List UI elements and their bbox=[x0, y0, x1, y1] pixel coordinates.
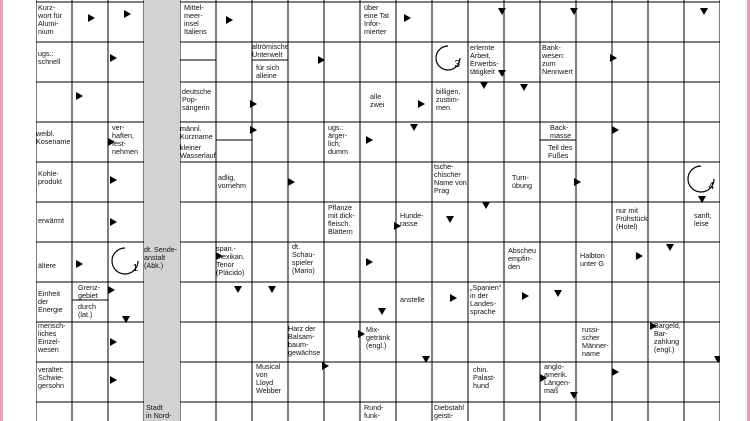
clue-anstelle: anstelle bbox=[400, 296, 425, 304]
arrow-down-icon bbox=[570, 392, 578, 399]
clue-einheit-energie: Einheit der Energie bbox=[38, 290, 63, 314]
circle-number-4: 4 bbox=[708, 181, 714, 192]
left-margin bbox=[0, 0, 36, 421]
clue-fuer-sich-alleine: für sich alleine bbox=[256, 64, 280, 80]
clue-spanien: „Spanien“ in der Landes- sprache bbox=[470, 284, 502, 316]
arrow-down-icon bbox=[446, 216, 454, 223]
clue-russ-maennername: russi- scher Männer- name bbox=[582, 326, 609, 358]
clue-billigen: billigen, zustim- men bbox=[436, 88, 461, 112]
right-margin bbox=[720, 0, 750, 421]
solution-circle-3 bbox=[434, 44, 462, 72]
circle-number-1: 1 bbox=[132, 263, 138, 274]
arrow-right-icon bbox=[610, 54, 617, 62]
arrow-right-icon bbox=[612, 126, 619, 134]
arrow-down-icon bbox=[570, 8, 578, 15]
arrow-right-icon bbox=[522, 292, 529, 300]
clue-rundfunk: Rund- funk- bbox=[364, 404, 384, 420]
clue-verhaften: ver- haften, fest- nehmen bbox=[112, 124, 138, 156]
arrow-down-icon bbox=[666, 244, 674, 251]
clue-harz-balsam: Harz der Balsam- baum- gewächse bbox=[288, 325, 321, 357]
arrow-right-icon bbox=[322, 362, 329, 370]
arrow-right-icon bbox=[404, 14, 411, 22]
clue-bankwesen: Bank- wesen: zum Nennwert bbox=[542, 44, 573, 76]
clue-tsch-name-prag: tsche- chischer Name von Prag bbox=[434, 163, 467, 195]
clue-hunderasse: Hunde- rasse bbox=[400, 212, 424, 228]
clue-kurzwort-alu: Kurz- wort für Alumi- nium bbox=[38, 4, 62, 36]
clue-abscheu: Abscheu empfin- den bbox=[508, 247, 536, 271]
clue-durch-lat: durch (lat.) bbox=[78, 303, 96, 319]
clue-angloamerik-laengenmass: anglo- amerik. Längen- maß bbox=[544, 363, 571, 395]
arrow-down-icon bbox=[554, 290, 562, 297]
arrow-right-icon bbox=[226, 16, 233, 24]
arrow-down-icon bbox=[498, 8, 506, 15]
clue-aeltere: ältere bbox=[38, 262, 56, 270]
arrow-right-icon bbox=[110, 376, 117, 384]
arrow-down-icon bbox=[520, 84, 528, 91]
arrow-down-icon bbox=[700, 8, 708, 15]
arrow-down-icon bbox=[498, 70, 506, 77]
clue-altroem-unterwelt: altrömische Unterwelt bbox=[252, 43, 289, 59]
arrow-right-icon bbox=[288, 178, 295, 186]
clue-alle-zwei: alle zwei bbox=[370, 93, 385, 109]
clue-backmasse: Back- masse bbox=[550, 124, 572, 140]
clue-veraltet-schwiegersohn: veraltet: Schwie- gersohn bbox=[38, 366, 64, 390]
arrow-right-icon bbox=[110, 176, 117, 184]
solution-circle-4 bbox=[686, 164, 716, 194]
clue-weibl-kosename: weibl. Kosename bbox=[36, 130, 71, 146]
clue-dt-sendeanstalt: dt. Sende- anstalt (Abk.) bbox=[144, 246, 178, 270]
clue-grenzgebiet: Grenz- gebiet bbox=[78, 284, 100, 300]
arrow-right-icon bbox=[450, 294, 457, 302]
clue-bargeld: Bargeld, Bar- zahlung (engl.) bbox=[654, 322, 681, 354]
clue-turnuebung: Turn- übung bbox=[512, 174, 532, 190]
clue-span-tenor: span.- mexikan. Tenor (Plácido) bbox=[216, 245, 245, 277]
clue-nur-mit-fruehstueck: nur mit Frühstück (Hotel) bbox=[616, 207, 648, 231]
arrow-right-icon bbox=[612, 368, 619, 376]
arrow-down-icon bbox=[482, 202, 490, 209]
clue-kohleprodukt: Kohle- produkt bbox=[38, 170, 62, 186]
clue-stadt-nord: Stadt in Nord- bbox=[146, 404, 172, 420]
arrow-right-icon bbox=[636, 252, 643, 260]
arrow-right-icon bbox=[110, 338, 117, 346]
clue-chin-palasthund: chin. Palast- hund bbox=[473, 366, 496, 390]
clue-ugs-aergerlich: ugs.: ärger- lich; dumm bbox=[328, 124, 348, 156]
arrow-right-icon bbox=[110, 218, 117, 226]
arrow-right-icon bbox=[124, 10, 131, 18]
arrow-right-icon bbox=[108, 286, 115, 294]
arrow-down-icon bbox=[234, 286, 242, 293]
clue-diebstahl: Diebstahl geisti- bbox=[434, 404, 464, 420]
arrow-down-icon bbox=[480, 82, 488, 89]
arrow-right-icon bbox=[110, 54, 117, 62]
clue-musical: Musical von Lloyd Webber bbox=[256, 363, 282, 395]
arrow-right-icon bbox=[250, 126, 257, 134]
crossword-grid bbox=[36, 0, 720, 421]
pink-border-left bbox=[0, 0, 3, 421]
clue-mixgetraenk: Mix- getränk (engl.) bbox=[366, 326, 390, 350]
arrow-right-icon bbox=[574, 178, 581, 186]
arrow-right-icon bbox=[366, 136, 373, 144]
clue-kleiner-wasserlauf: kleiner Wasserlauf bbox=[180, 144, 216, 160]
shaded-column bbox=[144, 0, 180, 421]
clue-dt-schauspieler: dt. Schau- spieler (Mario) bbox=[292, 243, 315, 275]
clue-mittelmeerinsel: Mittel- meer- insel Italiens bbox=[184, 4, 207, 36]
arrow-right-icon bbox=[250, 100, 257, 108]
arrow-down-icon bbox=[410, 124, 418, 131]
arrow-right-icon bbox=[358, 330, 365, 338]
arrow-right-icon bbox=[418, 100, 425, 108]
arrow-right-icon bbox=[88, 14, 95, 22]
clue-sanft-leise: sanft, leise bbox=[694, 212, 712, 228]
clue-pflanze: Pflanze mit dick- fleisch. Blättern bbox=[328, 204, 355, 236]
solution-circle-1 bbox=[110, 246, 140, 276]
arrow-right-icon bbox=[76, 92, 83, 100]
arrow-right-icon bbox=[366, 258, 373, 266]
circle-number-3: 3 bbox=[454, 59, 460, 70]
clue-teil-des-fusses: Teil des Fußes bbox=[548, 144, 573, 160]
clue-adlig: adlig, vornehm bbox=[218, 174, 246, 190]
arrow-down-icon bbox=[378, 308, 386, 315]
arrow-down-icon bbox=[268, 286, 276, 293]
clue-menschliches-wesen: mensch- liches Einzel- wesen bbox=[38, 322, 66, 354]
arrow-right-icon bbox=[76, 260, 83, 268]
clue-ugs-schnell: ugs.: schnell bbox=[38, 50, 61, 66]
clue-ueber-tat: über eine Tat Infor- mierter bbox=[364, 4, 390, 36]
clue-erwaermt: erwärmt bbox=[38, 217, 64, 225]
clue-dt-popsaengerin: deutsche Pop- sängerin bbox=[182, 88, 212, 112]
clue-halbton-g: Halbton unter G bbox=[580, 252, 605, 268]
clue-erlernte-arbeit: erlernte Arbeit, Erwerbs- tätigkeit bbox=[470, 44, 499, 76]
clue-maennl-kurzname: männl. Kurzname bbox=[180, 125, 213, 141]
